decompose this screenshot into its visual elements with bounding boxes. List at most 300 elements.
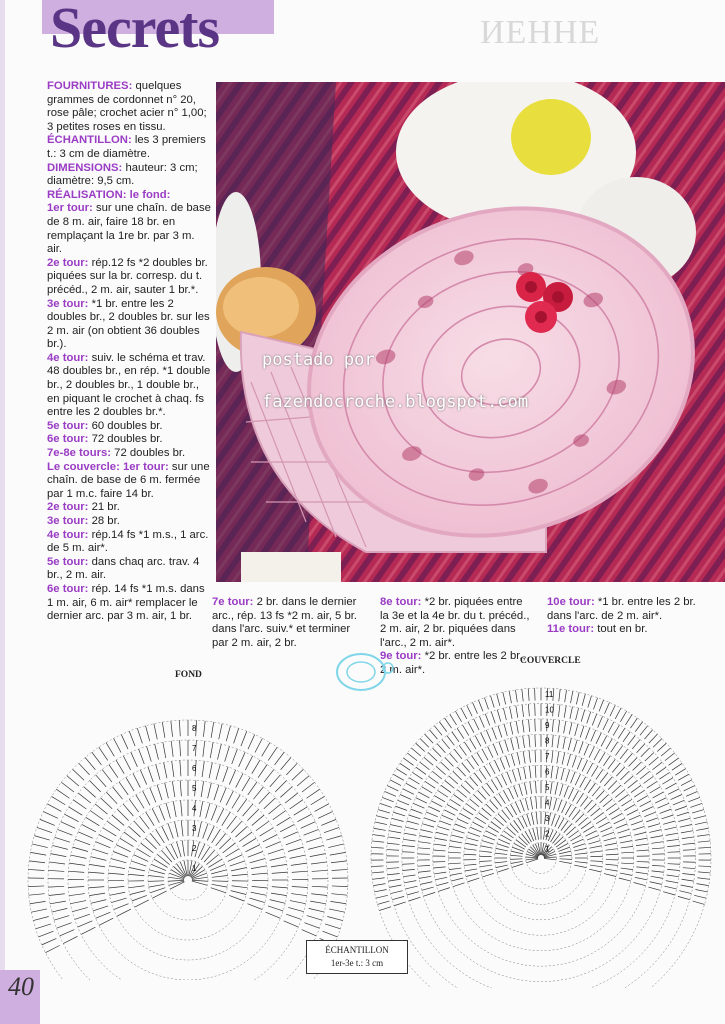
stitch-mark (264, 798, 276, 809)
stitch-mark (161, 850, 172, 862)
stitch-mark (549, 797, 551, 809)
stitch-mark (503, 708, 506, 720)
stitch-mark (286, 763, 297, 775)
stitch-mark (250, 859, 265, 863)
stitch-mark (89, 893, 105, 896)
stitch-mark (229, 770, 235, 785)
stitch-mark (535, 719, 536, 731)
stitch-mark (627, 810, 638, 816)
stitch-mark (387, 868, 399, 869)
stitch-mark (380, 803, 392, 807)
stitch-mark (407, 892, 419, 895)
stitch-mark (571, 772, 576, 783)
stitch-mark (96, 842, 111, 848)
stitch-mark (442, 739, 450, 748)
stitch-mark (592, 787, 600, 797)
stitch-mark (176, 842, 181, 857)
stitch-mark (621, 863, 633, 864)
stitch-mark (438, 826, 450, 830)
stitch-mark (440, 762, 449, 771)
stitch-mark (474, 773, 482, 783)
stitch-mark (668, 789, 679, 795)
stitch-mark (31, 909, 47, 912)
stitch-mark (554, 837, 563, 846)
stitch-mark (587, 836, 599, 840)
stitch-mark (610, 705, 615, 716)
stitch-mark (409, 897, 421, 901)
stitch-mark (36, 924, 51, 929)
stitch-mark (63, 936, 77, 943)
stitch-mark (648, 824, 660, 827)
stitch-mark (575, 853, 587, 854)
stitch-mark (587, 763, 593, 774)
stitch-mark (28, 869, 44, 870)
stitch-mark (457, 728, 464, 738)
stitch-mark (568, 738, 571, 750)
stitch-mark (506, 756, 510, 768)
stitch-mark (502, 774, 507, 785)
stitch-mark (520, 800, 524, 812)
stitch-mark (155, 744, 159, 760)
stitch-mark (511, 738, 514, 750)
round-guide (495, 812, 588, 905)
stitch-mark (448, 852, 460, 853)
stitch-mark (512, 864, 524, 868)
instruction-keyword: 10e tour: (547, 596, 595, 608)
stitch-mark (256, 821, 269, 830)
stitch-mark (698, 866, 710, 867)
stitch-mark (268, 747, 277, 760)
stitch-mark (321, 819, 336, 825)
stitch-mark (420, 739, 429, 748)
stitch-mark (307, 789, 320, 798)
instruction-keyword: 7e tour: (212, 596, 254, 608)
instruction-paragraph (47, 257, 211, 298)
stitch-mark (604, 838, 616, 841)
stitch-mark (253, 787, 263, 799)
instruction-text: 28 br. (88, 515, 120, 527)
instruction-paragraph (47, 134, 211, 161)
stitch-mark (449, 868, 461, 870)
stitch-mark (418, 865, 430, 866)
stitch-mark (497, 710, 500, 722)
stitch-mark (473, 795, 482, 803)
instruction-text: rép.12 fs *2 doubles br. piquées sur la br. corresp. du t. précéd., 2 m. air, sauter 1 br.*. (47, 256, 208, 296)
stitch-mark (214, 785, 219, 800)
stitch-mark (564, 721, 566, 733)
stitch-mark (450, 873, 462, 875)
round-number: 6 (545, 767, 550, 777)
stitch-mark (374, 889, 386, 891)
stitch-mark (640, 726, 648, 736)
stitch-mark (683, 843, 695, 844)
stitch-mark (686, 791, 697, 796)
stitch-mark (682, 837, 694, 839)
stitch-mark (164, 762, 167, 778)
stitch-mark (419, 836, 431, 838)
stitch-mark (522, 816, 527, 827)
stitch-mark (447, 804, 458, 810)
stitch-mark (234, 728, 239, 743)
stitch-mark (239, 832, 252, 842)
stitch-mark (212, 884, 228, 887)
stitch-mark (697, 884, 709, 886)
stitch-mark (442, 815, 453, 820)
stitch-mark (73, 847, 88, 851)
stitch-mark (78, 832, 93, 838)
stitch-mark (616, 767, 624, 776)
stitch-mark (584, 800, 592, 809)
stitch-mark (168, 823, 173, 838)
instructions-column-1 (47, 80, 211, 624)
stitch-mark (103, 828, 117, 836)
stitch-mark (124, 832, 137, 842)
stitch-mark (96, 775, 107, 787)
instruction-text: *2 br. piquées entre la 3e et la 4e br. du t. précéd., 2 m. air, 2 br. piquées dans l'arc., 2 m. air*. (380, 596, 530, 649)
stitch-mark (292, 887, 308, 888)
stitch-mark (558, 705, 560, 717)
stitch-mark (133, 773, 140, 787)
stitch-mark (672, 763, 682, 770)
stitch-mark (106, 792, 117, 804)
stitch-mark (402, 852, 414, 853)
stitch-mark (615, 708, 621, 719)
stitch-mark (457, 767, 465, 776)
stitch-mark (92, 752, 102, 765)
stitch-mark (230, 861, 245, 866)
stitch-mark (173, 801, 176, 817)
stitch-mark (171, 721, 173, 737)
stitch-mark (34, 836, 49, 840)
stitch-mark (156, 829, 165, 842)
stitch-mark (592, 714, 596, 726)
stitch-mark (582, 760, 587, 771)
stitch-mark (499, 742, 503, 754)
stitch-mark (507, 772, 512, 783)
stitch-mark (632, 739, 640, 748)
stitch-mark (480, 846, 492, 848)
instruction-keyword: 6e tour: (47, 582, 89, 595)
instruction-keyword: 5e tour: (47, 419, 89, 432)
stitch-mark (571, 691, 573, 703)
stitch-mark (206, 854, 218, 864)
stitch-mark (102, 769, 112, 782)
stitch-mark (634, 883, 646, 886)
stitch-mark (266, 912, 281, 918)
stitch-mark (88, 872, 104, 873)
stitch-mark (647, 781, 657, 788)
stitch-mark (331, 894, 347, 896)
instruction-paragraph (547, 623, 707, 637)
stitch-mark (232, 874, 248, 876)
instruction-keyword: 5e tour: (47, 555, 89, 568)
stitch-mark (52, 845, 68, 849)
stitch-mark (326, 836, 341, 840)
stitch-mark (482, 841, 494, 844)
stitch-mark (637, 850, 649, 851)
stitch-mark (579, 742, 583, 754)
stitch-mark (524, 767, 526, 779)
stitch-mark (449, 776, 458, 784)
stitch-mark (519, 837, 528, 846)
stitch-mark (268, 849, 283, 854)
instruction-paragraph (47, 162, 211, 189)
stitch-mark (272, 887, 288, 888)
stitch-mark (228, 855, 243, 862)
stitch-mark (217, 808, 224, 822)
stitch-mark (527, 814, 531, 826)
stitch-mark (636, 867, 648, 868)
stitch-mark (649, 734, 657, 743)
stitch-mark (291, 894, 307, 896)
stitch-mark (143, 791, 150, 805)
stitch-mark (497, 844, 509, 848)
stitch-mark (587, 712, 591, 724)
stitch-mark (652, 865, 664, 866)
stitch-mark (565, 690, 567, 702)
stitch-mark (231, 821, 242, 833)
stitch-mark (634, 832, 646, 835)
stitch-mark (649, 830, 661, 833)
stitch-mark (395, 806, 407, 810)
crochet-box-photo (216, 82, 725, 582)
instruction-text: 60 doubles br. (88, 419, 163, 432)
stitch-mark (132, 895, 147, 901)
stitch-mark (455, 824, 466, 829)
stitch-mark (622, 799, 632, 806)
stitch-mark (628, 735, 636, 745)
stitch-mark (572, 810, 580, 820)
stitch-mark (294, 807, 308, 815)
stitch-mark (301, 822, 316, 829)
stitch-mark (591, 730, 596, 741)
stitch-mark (509, 691, 511, 703)
stitch-mark (252, 886, 268, 888)
stitch-mark (226, 791, 233, 805)
fond-chart-label: FOND (175, 670, 202, 680)
stitch-mark (517, 737, 519, 749)
stitch-mark (239, 752, 246, 767)
stitch-mark (587, 804, 596, 813)
stitch-mark (157, 785, 162, 800)
stitch-mark (621, 868, 633, 870)
stitch-mark (551, 766, 553, 778)
stitch-mark (584, 744, 589, 755)
stitch-mark (604, 874, 616, 877)
stitch-mark (498, 726, 502, 738)
stitch-mark (589, 746, 594, 757)
stitch-mark (481, 733, 486, 744)
stitch-mark (198, 822, 202, 838)
stitch-mark (529, 735, 530, 747)
stitch-mark (612, 763, 620, 773)
stitch-mark (482, 873, 494, 877)
stitch-mark (126, 777, 134, 791)
stitch-mark (590, 865, 602, 867)
stitch-mark (616, 824, 627, 829)
stitch-mark (95, 804, 107, 814)
stitch-mark (496, 777, 502, 788)
stitch-mark (304, 923, 319, 929)
stitch-mark (605, 843, 617, 845)
stitch-mark (152, 808, 159, 822)
stitch-mark (32, 844, 48, 848)
stitch-mark (491, 712, 495, 724)
stitch-mark (255, 738, 262, 752)
stitch-mark (517, 752, 520, 764)
stitch-mark (57, 923, 72, 929)
stitch-mark (692, 810, 704, 814)
stitch-mark (493, 744, 498, 755)
stitch-mark (594, 749, 600, 760)
stitch-mark (558, 720, 560, 732)
stitch-mark (572, 839, 583, 844)
stitch-mark (519, 784, 523, 796)
stitch-mark (232, 886, 248, 888)
stitch-mark (260, 828, 274, 836)
stitch-mark (237, 799, 246, 812)
stitch-mark (111, 898, 126, 903)
instructions-column-3 (380, 596, 530, 678)
stitch-mark (437, 744, 445, 753)
stitch-mark (112, 815, 124, 825)
instruction-keyword: 11e tour: (547, 623, 595, 636)
stitch-mark (136, 795, 144, 809)
stitch-mark (601, 736, 607, 747)
instruction-keyword: 2e tour: (47, 256, 89, 269)
stitch-mark (159, 805, 165, 820)
stitch-mark (248, 852, 263, 858)
stitch-mark (465, 781, 474, 790)
instruction-text: les 3 premiers t.: 3 cm de diamètre. (47, 134, 206, 160)
stitch-mark (512, 770, 516, 782)
stitch-mark (601, 827, 612, 832)
stitch-mark (129, 868, 145, 871)
stitch-mark (646, 818, 658, 822)
stitch-mark (603, 799, 613, 807)
stitch-mark (464, 849, 476, 850)
stitch-mark (69, 863, 85, 865)
stitch-mark (411, 809, 423, 813)
stitch-mark (465, 869, 477, 871)
stitch-mark (457, 790, 467, 798)
stitch-mark (510, 855, 522, 856)
stitch-mark (252, 873, 268, 874)
stitch-mark (435, 877, 447, 879)
stitch-mark (683, 850, 695, 851)
stitch-mark (475, 817, 486, 824)
stitch-mark (631, 821, 643, 825)
stitch-mark (392, 818, 404, 821)
stitch-mark (451, 835, 463, 838)
instruction-keyword: 4e tour: (47, 528, 89, 541)
stitch-mark (505, 740, 509, 752)
stitch-mark (606, 739, 612, 750)
stitch-mark (585, 831, 596, 836)
stitch-mark (149, 870, 164, 874)
stitch-mark (467, 705, 472, 716)
stitch-mark (376, 895, 388, 898)
stitch-mark (488, 746, 493, 757)
stitch-mark (457, 819, 468, 824)
stitch-mark (491, 696, 495, 708)
stitch-mark (117, 909, 131, 916)
stitch-mark (635, 877, 647, 879)
stitch-mark (277, 817, 291, 825)
stitch-mark (468, 832, 480, 836)
instruction-text: *1 br. entre les 2 doubles br., 2 doubles br. sur les 2 m. air (on obtient 36 doubles br.). (47, 297, 210, 351)
stitch-mark (486, 783, 493, 793)
stitch-mark (311, 894, 327, 896)
stitch-mark (663, 892, 675, 895)
stitch-mark (688, 797, 700, 801)
instruction-text: dans chaq arc. trav. 4 br., 2 m. air. (47, 555, 200, 582)
stitch-mark (416, 743, 425, 751)
stitch-mark (555, 816, 560, 827)
stitch-mark (511, 804, 517, 815)
stitch-mark (428, 753, 437, 761)
stitch-mark (598, 716, 603, 727)
stitch-mark (392, 896, 404, 899)
stitch-mark (577, 758, 582, 769)
stitch-mark (235, 826, 247, 837)
page-number: 40 (8, 972, 34, 1001)
stitch-mark (402, 846, 414, 847)
stitch-mark (531, 813, 534, 825)
stitch-mark (681, 831, 693, 833)
round-number: 2 (545, 829, 550, 839)
stitch-mark (431, 801, 442, 807)
stitch-mark (291, 863, 307, 865)
stitch-mark (533, 828, 536, 840)
stitch-mark (154, 724, 157, 740)
stitch-mark (429, 730, 437, 739)
stitch-mark (454, 749, 462, 759)
product-photo (216, 82, 725, 582)
instruction-keyword: 1er tour: (47, 202, 93, 215)
stitch-mark (374, 828, 386, 830)
stitch-mark (290, 800, 303, 809)
stitch-mark (470, 799, 480, 807)
stitch-mark (180, 760, 181, 776)
stitch-mark (68, 871, 84, 872)
stitch-mark (697, 878, 709, 880)
stitch-mark (393, 774, 404, 780)
stitch-mark (694, 816, 706, 819)
stitch-mark (42, 938, 57, 944)
stitch-mark (416, 798, 427, 803)
stitch-mark (89, 864, 105, 867)
stitch-mark (290, 901, 306, 904)
stitch-mark (491, 780, 498, 790)
stitch-mark (69, 894, 85, 896)
stitch-mark (270, 900, 286, 904)
stitch-mark (698, 847, 710, 848)
stitch-mark (418, 871, 430, 872)
stitch-mark (268, 804, 280, 814)
stitch-mark (561, 768, 564, 780)
stitch-mark (473, 702, 478, 713)
stitch-mark (251, 892, 267, 895)
stitch-mark (262, 743, 270, 757)
stitch-mark (576, 708, 579, 720)
stitch-mark (212, 829, 221, 842)
stitch-mark (434, 726, 442, 736)
stitch-mark (603, 719, 608, 730)
instruction-text: hauteur: 3 cm; diamètre: 9,5 cm. (47, 161, 198, 188)
stitch-mark (679, 891, 691, 894)
stitch-mark (696, 828, 708, 830)
